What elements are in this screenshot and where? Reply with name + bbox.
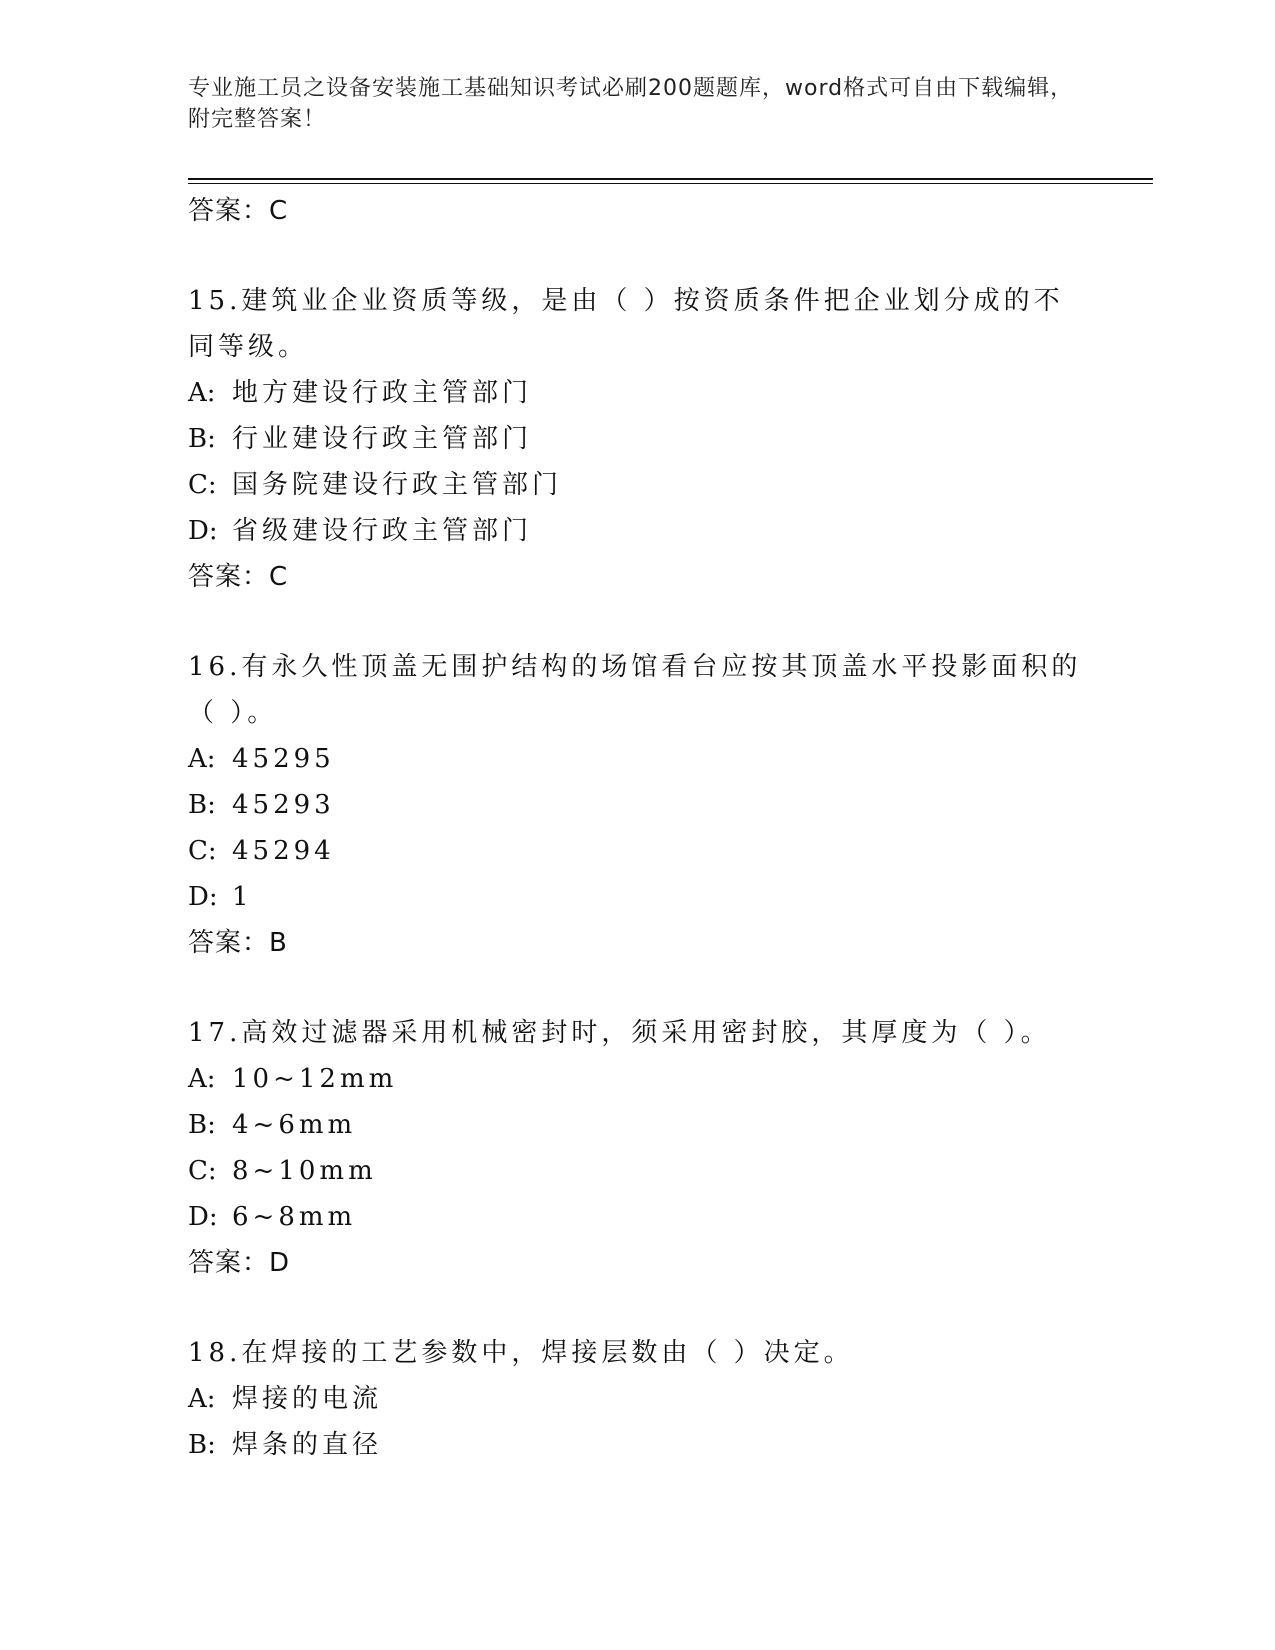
option-text: 45295 [232, 744, 335, 774]
question-text: 15.建筑业企业资质等级，是由（ ）按资质条件把企业划分成的不同等级。 [188, 286, 1064, 362]
option-letter: C: [188, 836, 217, 866]
question-item [188, 1330, 1088, 1468]
option-c [188, 1148, 1088, 1194]
option-text: 焊接的电流 [232, 1384, 383, 1414]
option-a [188, 1376, 1088, 1422]
option-letter: A: [188, 1064, 216, 1094]
document-header: 专业施工员之设备安装施工基础知识考试必刷200题题库，word格式可自由下载编辑，附完整答案！ [188, 76, 1074, 132]
option-letter: B: [188, 424, 216, 454]
option-letter: A: [188, 744, 216, 774]
option-letter: B: [188, 1430, 216, 1460]
option-letter: B: [188, 1110, 216, 1140]
option-b [188, 1102, 1088, 1148]
option-d [188, 1194, 1088, 1240]
option-letter: A: [188, 378, 216, 408]
option-letter: B: [188, 790, 216, 820]
answer-line: 答案：D [188, 1248, 291, 1278]
question-item [188, 278, 1088, 600]
option-letter: D: [188, 516, 218, 546]
option-b [188, 782, 1088, 828]
option-a [188, 1056, 1088, 1102]
option-letter: D: [188, 1202, 218, 1232]
option-letter: A: [188, 1384, 216, 1414]
option-text: 45293 [232, 790, 335, 820]
option-text: 地方建设行政主管部门 [232, 378, 533, 408]
answer-line: 答案：B [188, 928, 288, 958]
option-b [188, 416, 1088, 462]
option-text: 45294 [232, 836, 335, 866]
option-b [188, 1422, 1088, 1468]
option-text: 省级建设行政主管部门 [232, 516, 533, 546]
option-text: 4~6mm [232, 1110, 357, 1140]
option-d [188, 874, 1088, 920]
question-item [188, 1010, 1088, 1286]
option-c [188, 828, 1088, 874]
option-text: 1 [232, 882, 253, 912]
answer-line: 答案：C [188, 196, 289, 226]
answer-line: 答案：C [188, 562, 289, 592]
option-text: 10~12mm [232, 1064, 398, 1094]
option-text: 8~10mm [232, 1156, 377, 1186]
option-text: 国务院建设行政主管部门 [232, 470, 563, 500]
question-text: 18.在焊接的工艺参数中，焊接层数由（ ）决定。 [188, 1338, 854, 1368]
question-item [188, 644, 1088, 966]
option-a [188, 370, 1088, 416]
option-letter: C: [188, 1156, 217, 1186]
option-letter: C: [188, 470, 217, 500]
header-rule-thick [188, 178, 1153, 180]
option-text: 焊条的直径 [232, 1430, 383, 1460]
option-text: 行业建设行政主管部门 [232, 424, 533, 454]
question-list [188, 188, 1088, 1468]
option-d [188, 508, 1088, 554]
option-text: 6~8mm [232, 1202, 357, 1232]
question-text: 16.有永久性顶盖无围护结构的场馆看台应按其顶盖水平投影面积的（ ）。 [188, 652, 1082, 728]
option-letter: D: [188, 882, 218, 912]
header-rule-thin [188, 183, 1153, 184]
option-a [188, 736, 1088, 782]
option-c [188, 462, 1088, 508]
question-text: 17.高效过滤器采用机械密封时，须采用密封胶，其厚度为（ ）。 [188, 1018, 1051, 1048]
